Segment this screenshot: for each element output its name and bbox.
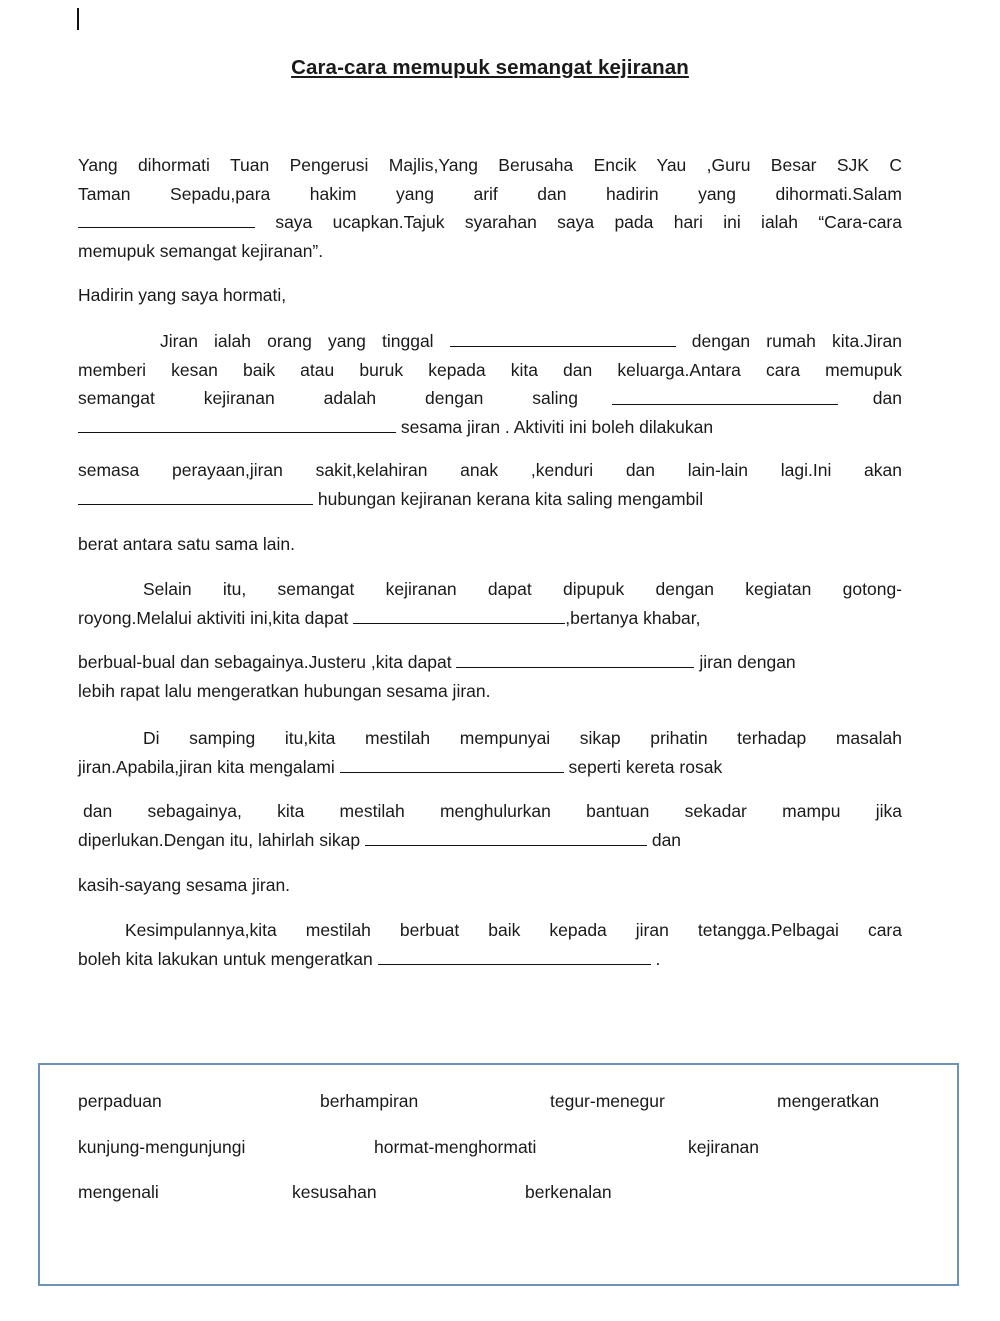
paragraph-prihatin xyxy=(78,724,902,781)
paragraph-bantuan xyxy=(78,797,902,854)
word-option[interactable]: mengeratkan xyxy=(777,1091,880,1111)
intro-line-1: Yang dihormati Tuan Pengerusi Majlis,Yang Berusaha Encik Yau ,Guru Besar SJK C xyxy=(78,155,902,175)
prihatin-line-1: Di samping itu,kita mestilah mempunyai sikap prihatin terhadap masalah xyxy=(143,728,902,748)
greeting: Hadirin yang saya hormati, xyxy=(78,285,287,305)
prihatin-line-2a: jiran.Apabila,jiran kita mengalami xyxy=(78,756,340,777)
answer-blank[interactable] xyxy=(378,948,651,965)
jiran-line-3 xyxy=(78,384,902,413)
intro-line-3-text: saya ucapkan.Tajuk syarahan saya pada hari ini ialah “Cara-cara xyxy=(255,212,902,232)
intro-line-4: memupuk semangat kejiranan”. xyxy=(78,240,324,261)
word-option[interactable]: mengenali xyxy=(78,1182,159,1202)
answer-blank[interactable] xyxy=(78,416,396,433)
bantuan-line-2b: dan xyxy=(646,829,682,850)
word-option[interactable]: berhampiran xyxy=(320,1091,419,1111)
answer-blank[interactable] xyxy=(365,829,647,846)
word-option[interactable]: berkenalan xyxy=(525,1182,612,1202)
gotong-line-1: Selain itu, semangat kejiranan dapat dipupuk dengan kegiatan gotong- xyxy=(143,579,902,599)
answer-blank[interactable] xyxy=(340,756,564,773)
paragraph-jiran xyxy=(78,327,902,441)
word-option[interactable]: kesusahan xyxy=(292,1182,377,1202)
jiran-line-3a: semangat kejiranan adalah dengan saling xyxy=(78,388,578,408)
jiran-line-1 xyxy=(78,327,902,356)
answer-blank[interactable] xyxy=(78,488,313,505)
jiran-line-1b: dengan rumah kita.Jiran xyxy=(675,331,902,351)
gotong-line-2 xyxy=(78,604,902,633)
kesimpulan-line-1: Kesimpulannya,kita mestilah berbuat baik kepada jiran tetangga.Pelbagai cara xyxy=(125,920,902,940)
prihatin-line-2b: seperti kereta rosak xyxy=(563,756,723,777)
jiran-line-3b: dan xyxy=(872,388,902,408)
paragraph-berbual xyxy=(78,648,902,705)
word-option[interactable]: kejiranan xyxy=(688,1137,760,1157)
gotong-line-2b: ,bertanya khabar, xyxy=(565,607,701,628)
bantuan-line-2a: diperlukan.Dengan itu, lahirlah sikap xyxy=(78,829,365,850)
bantuan-line-1: dan sebagainya, kita mestilah menghulurkan bantuan sekadar mampu jika xyxy=(83,801,902,821)
answer-blank[interactable] xyxy=(78,211,255,228)
berbual-line-1a: berbual-bual dan sebagainya.Justeru ,kita dapat xyxy=(78,652,457,672)
paragraph-kesimpulan xyxy=(78,916,902,973)
paragraph-perayaan xyxy=(78,456,902,513)
perayaan-line-2 xyxy=(78,485,902,514)
word-option[interactable]: tegur-menegur xyxy=(550,1091,665,1111)
intro-line-3 xyxy=(78,208,902,237)
berbual-line-1b: jiran dengan xyxy=(694,652,796,672)
word-option[interactable]: perpaduan xyxy=(78,1091,162,1111)
paragraph-kasih-sayang: kasih-sayang sesama jiran. xyxy=(78,875,291,895)
jiran-line-4 xyxy=(78,413,902,442)
perayaan-line-2-text: hubungan kejiranan kerana kita saling mengambil xyxy=(313,488,704,509)
kesimpulan-line-2b: . xyxy=(650,948,661,969)
paragraph-gotong-royong xyxy=(78,575,902,632)
berbual-line-2: lebih rapat lalu mengeratkan hubungan sesama jiran. xyxy=(78,680,491,701)
word-option[interactable]: hormat-menghormati xyxy=(374,1137,537,1157)
kesimpulan-line-2 xyxy=(78,945,902,974)
answer-blank[interactable] xyxy=(353,607,565,624)
jiran-line-1a: Jiran ialah orang yang tinggal xyxy=(160,331,450,351)
intro-line-2: Taman Sepadu,para hakim yang arif dan hadirin yang dihormati.Salam xyxy=(78,183,902,204)
word-option[interactable]: kunjung-mengunjungi xyxy=(78,1137,246,1157)
answer-blank[interactable] xyxy=(450,330,676,347)
answer-blank[interactable] xyxy=(456,651,694,668)
text-cursor xyxy=(77,8,79,30)
perayaan-line-1: semasa perayaan,jiran sakit,kelahiran anak ,kenduri dan lain-lain lagi.Ini akan xyxy=(78,460,902,480)
jiran-line-4-text: sesama jiran . Aktiviti ini boleh dilakukan xyxy=(396,416,714,437)
jiran-line-2: memberi kesan baik atau buruk kepada kita dan keluarga.Antara cara memupuk xyxy=(78,359,902,380)
answer-blank[interactable] xyxy=(612,388,838,405)
intro-paragraph xyxy=(78,151,902,265)
word-bank xyxy=(38,1063,959,1286)
berbual-line-1 xyxy=(78,648,902,677)
page-title: Cara-cara memupuk semangat kejiranan xyxy=(291,56,689,79)
bantuan-line-2 xyxy=(78,826,902,855)
kesimpulan-line-2a: boleh kita lakukan untuk mengeratkan xyxy=(78,948,378,969)
prihatin-line-2 xyxy=(78,753,902,782)
gotong-line-2a: royong.Melalui aktiviti ini,kita dapat xyxy=(78,607,354,628)
paragraph-berat: berat antara satu sama lain. xyxy=(78,534,295,554)
